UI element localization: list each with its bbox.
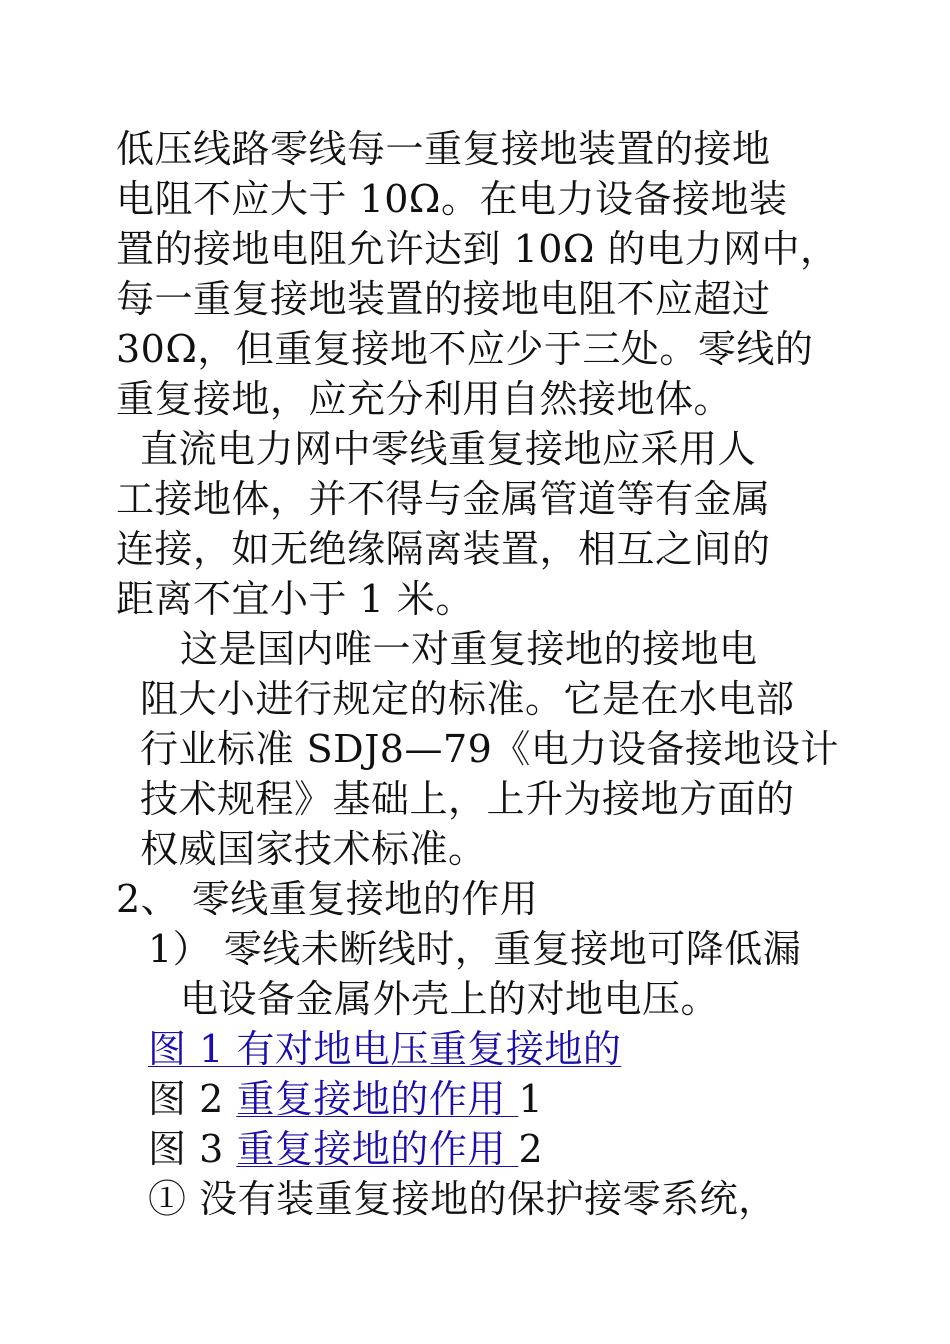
figure-2-suffix: 1: [518, 1077, 544, 1121]
text-line: 每一重复接地装置的接地电阻不应超过: [116, 277, 771, 321]
text-line: 连接，如无绝缘隔离装置，相互之间的: [116, 527, 771, 571]
figure-1-row: [148, 1024, 621, 1074]
figure-3-suffix: 2: [518, 1127, 544, 1171]
text-line: 电设备金属外壳上的对地电压。: [180, 977, 720, 1021]
figure-2-prefix: 图 2: [148, 1077, 237, 1121]
figure-2-row: [148, 1074, 543, 1124]
text-line: 权威国家技术标准。: [140, 827, 487, 871]
text-line: 直流电力网中零线重复接地应采用人: [140, 427, 757, 471]
text-line: 这是国内唯一对重复接地的接地电: [180, 627, 758, 671]
text-line: 技术规程》基础上，上升为接地方面的: [140, 777, 795, 821]
figure-3-prefix: 图 3: [148, 1127, 237, 1171]
text-line: 重复接地，应充分利用自然接地体。: [116, 377, 733, 421]
section-heading: 2、 零线重复接地的作用: [116, 877, 539, 921]
text-line: 置的接地电阻允许达到 10Ω 的电力网中，: [116, 227, 839, 271]
figure-2-link[interactable]: 重复接地的作用: [236, 1077, 519, 1121]
text-line: 30Ω，但重复接地不应少于三处。零线的: [116, 327, 814, 371]
list-item: 1） 零线未断线时，重复接地可降低漏: [148, 927, 802, 971]
figure-3-link[interactable]: 重复接地的作用: [236, 1127, 519, 1171]
figure-3-row: [148, 1124, 543, 1174]
text-line: 行业标准 SDJ8—79《电力设备接地设计: [140, 727, 839, 771]
figure-1-link[interactable]: 图 1 有对地电压重复接地的: [148, 1027, 622, 1071]
text-line: 距离不宜小于 1 米。: [116, 577, 474, 621]
text-line: 阻大小进行规定的标准。它是在水电部: [140, 677, 795, 721]
list-item: ① 没有装重复接地的保护接零系统，: [148, 1177, 777, 1221]
text-line: 电阻不应大于 10Ω。在电力设备接地装: [116, 177, 788, 221]
text-line: 低压线路零线每一重复接地装置的接地: [116, 127, 771, 171]
text-line: 工接地体，并不得与金属管道等有金属: [116, 477, 771, 521]
